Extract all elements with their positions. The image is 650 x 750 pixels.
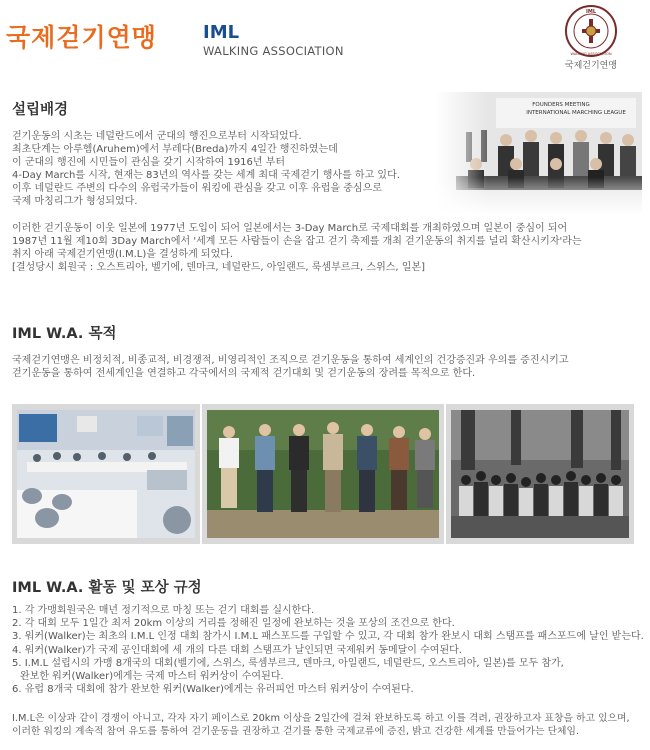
list-item: 4. 워커(Walker)가 국제 공인대회에 세 개의 다른 대회 스탬프가 날인되면 국제워커 동메달이 수여된다.: [12, 644, 462, 656]
purpose-title: IML W.A. 목적: [12, 326, 117, 342]
founding-title: 설립배경: [12, 102, 69, 118]
list-item: 완보한 워커(Walker)에게는 국제 마스터 워커상이 수여된다.: [20, 671, 284, 683]
photo-conference: [12, 404, 200, 544]
founding-paragraph-2: 이러한 걷기운동이 이웃 일본에 1977년 도입이 되어 일본에서는 3-Day March로 국제대회를 개최하였으며 일본이 중심이 되어 1987년 11월 제10회 3Day March에서 '세계 모든 사람들이 손을 잡고 걷기 축제를 개최 걷기운동의 취지를 널리 확산시키자'라는 취지 아래 국제걷기연맹(I.M.L)을 결성하게 되었다. [결성당시 회원국 : 오스트리아, 벨기에, 덴마크, 네덜란드, 아일랜드, 룩셈부르크, 스위스, 일본]: [12, 223, 582, 273]
photo-banner-line-1: FOUNDERS MEETING: [532, 102, 590, 108]
logo-korean[interactable]: 국제걷기연맹: [6, 23, 157, 52]
photo-banner-line-2: INTERNATIONAL MARCHING LEAGUE: [526, 110, 626, 116]
activities-list: [12, 604, 644, 696]
photo-group-walkers: [202, 404, 444, 544]
purpose-paragraph: 국제걷기연맹은 비정치적, 비종교적, 비경쟁적, 비영리적인 조직으로 걷기운동을 통하여 세계인의 건강증진과 우의를 증진시키고 걷기운동을 통하여 전세계인을 연결하고 각국에서의 국제적 걷기대회 및 걷기운동의 장려를 목적으로 한다.: [12, 355, 569, 379]
founders-meeting-photo: [436, 92, 642, 214]
photo-historic-crowd: [446, 404, 634, 544]
seal-top-text: IML: [585, 9, 597, 15]
list-item: 2. 각 대회 모두 1일간 최저 20km 이상의 거리를 정해진 일정에 완보하는 것을 포상의 조건으로 한다.: [12, 618, 455, 630]
list-item: 1. 각 가맹회원국은 매년 정기적으로 마칭 또는 걷기 대회를 실시한다.: [12, 605, 315, 616]
activities-closing: I.M.L은 이상과 같이 경쟁이 아니고, 각자 자기 페이스로 20km 이상을 2일간에 걸쳐 완보하도록 하고 이를 격려, 권장하고자 표창을 하고 있으며, 이러한 워킹의 계속적 참여 유도를 통하여 걷기운동을 권장하고 걷기를 통한 국제교류에 증진, 밝고 건강한 세계를 만들어가는 단체임.: [12, 713, 630, 737]
logo-iml[interactable]: IML: [203, 22, 240, 43]
site-header: [0, 0, 650, 82]
seal-caption: 국제걷기연맹: [564, 61, 618, 71]
list-item: 3. 워커(Walker)는 최초의 I.M.L 인정 대회 참가시 I.M.L 패스포드를 구입할 수 있고, 각 대회 참가 완보시 대회 스탬프를 패스포드에 날인 받는다.: [12, 631, 644, 643]
activities-title: IML W.A. 활동 및 포상 규정: [12, 580, 202, 596]
list-item: 6. 유럽 8개국 대회에 참가 완보한 워커(Walker)에게는 유러피언 마스터 워커상이 수여된다.: [12, 684, 414, 696]
seal-emblem-icon: [562, 4, 620, 58]
list-item: 5. I.M.L 설립시의 가맹 8개국의 대회(벨기에, 스위스, 룩셈부르크, 덴마크, 아일랜드, 네덜란드, 오스트리아, 일본)를 모두 참가,: [12, 657, 564, 669]
logo-english[interactable]: WALKING ASSOCIATION: [203, 44, 344, 58]
founding-paragraph-1: 걷기운동의 시초는 네덜란드에서 군대의 행진으로부터 시작되었다. 최초단계는 아루헴(Aruhem)에서 부레다(Breda)까지 4일간 행진하였는데 이 군대의 행진에 시민들이 관심을 갖기 시작하여 1916년 부터 4-Day March를 시작, 현재는 83년의 역사를 갖는 세계 최대 국제걷기 행사를 하고 있다. 이후 네덜란드 주변의 다수의 유럽국가들이 워킹에 관심을 갖고 이후 유럽을 중심으로 국제 마칭리그가 형성되었다.: [12, 131, 400, 207]
iml-seal: [546, 4, 636, 78]
seal-ring-text: WALKING ASSOCIATION: [570, 52, 612, 56]
